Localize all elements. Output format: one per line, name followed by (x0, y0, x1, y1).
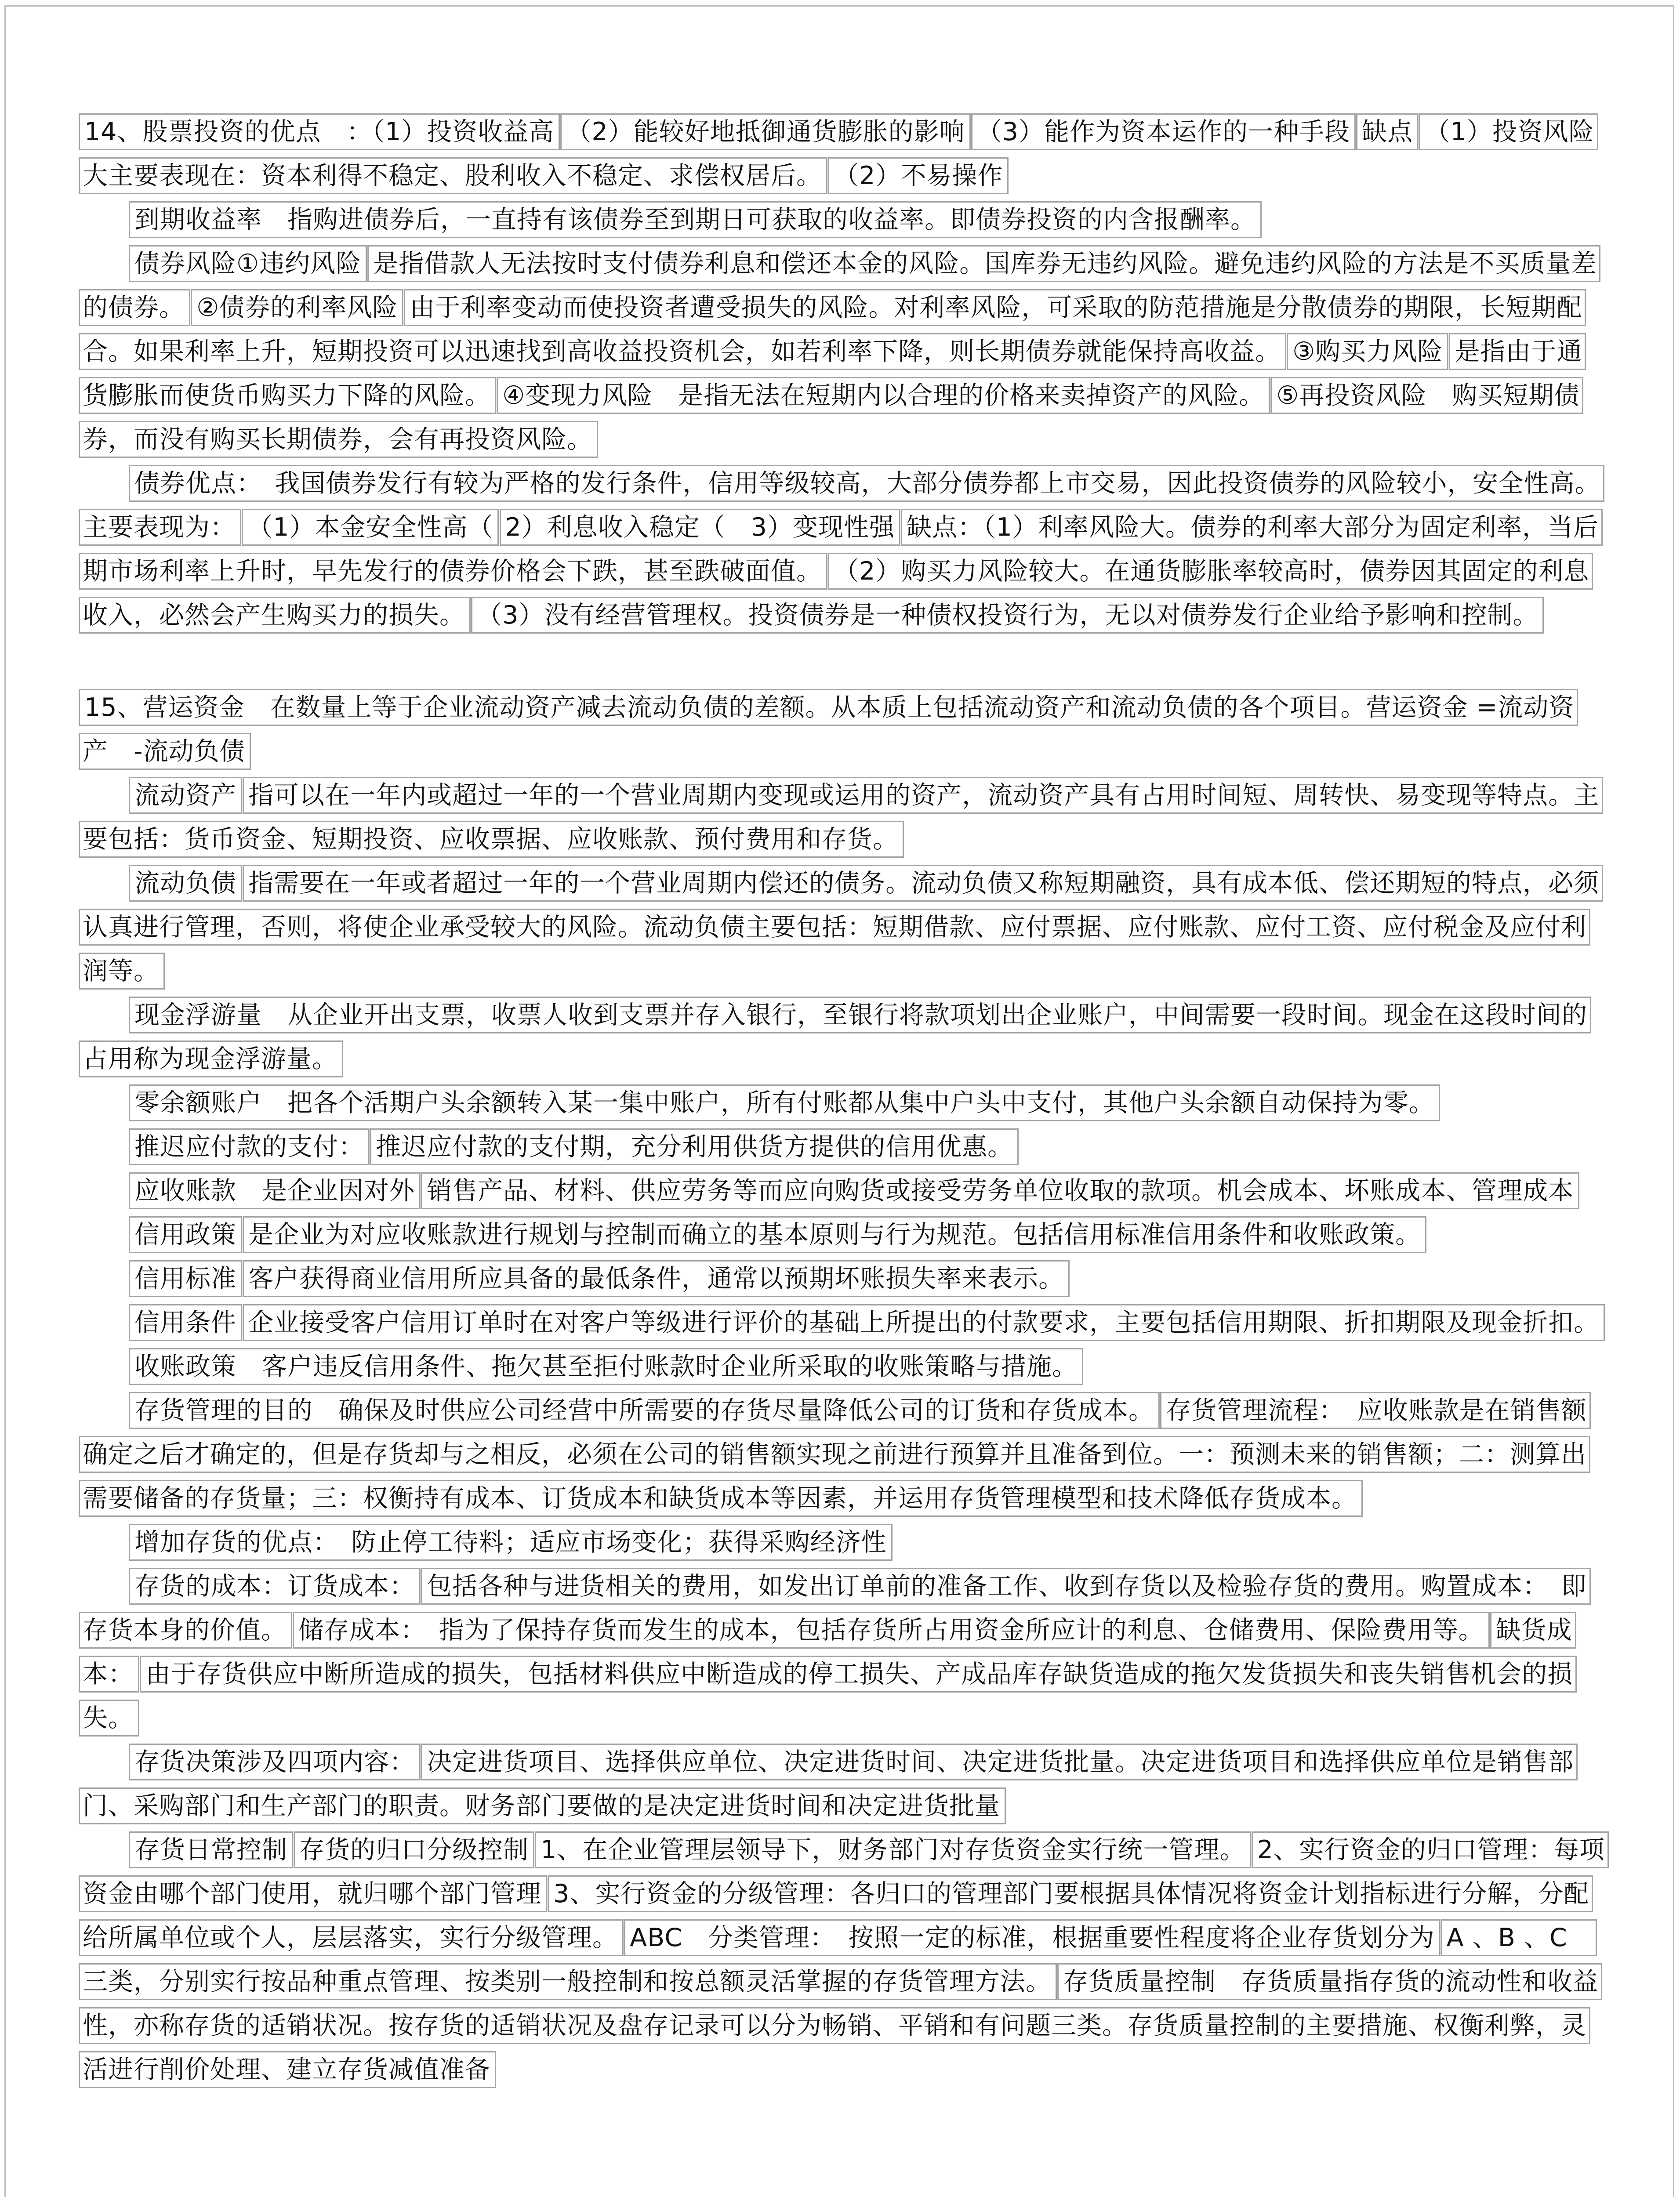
defer-payment-label: 推迟应付款的支付： (133, 1132, 366, 1161)
bond-demerit-interest: 缺点：（1）利率风险大。债券的利率大部分为固定利率，当后期市场利率上升时，早先发行的债券价格会下跌，甚至跌破面值。 (83, 513, 1599, 586)
document-page (4, 5, 1674, 2197)
interest-risk-label: ②债券的利率风险 (195, 293, 399, 322)
holding-cost-text: 储存成本： 指为了保持存货而发生的成本，包括存货所占用资金所应计的利息、仓储费用、保险费用等。 (297, 1616, 1486, 1645)
inventory-decision-text: 决定进货项目、选择供应单位、决定进货时间、决定进货批量。决定进货项目和选择供应单位是销售部门、采购部门和生产部门的职责。财务部门要做的是决定进货时间和决定进货批量 (83, 1747, 1574, 1820)
current-assets-label: 流动资产 (133, 781, 238, 810)
document-body (83, 110, 1607, 2092)
centralized-management-text: 2、实行资金的归口管理：每项资金由哪个部门使用，就归哪个部门管理 (83, 1835, 1605, 1908)
credit-terms-text: 企业接受客户信用订单时在对客户等级进行评价的基础上所提出的付款要求，主要包括信用期限、折扣期限及现金折扣。 (247, 1308, 1601, 1337)
current-assets-text: 指可以在一年内或超过一年的一个营业周期内变现或运用的资产，流动资产具有占用时间短、周转快、易变现等特点。主要包括：货币资金、短期投资、应收票据、应收账款、预付费用和存货。 (83, 781, 1600, 854)
purchasing-power-risk-label: ③购买力风险 (1291, 337, 1444, 366)
bond-risk-paragraph (83, 242, 1607, 461)
working-capital-text: 15、营运资金 在数量上等于企业流动资产减去流动负债的差额。从本质上包括流动资产和流动负债的各个项目。营运资金 =流动资产 -流动负债 (83, 693, 1575, 766)
bond-merit-principal: （1）本金安全性高（ (246, 513, 495, 542)
credit-standard-text: 客户获得商业信用所应具备的最低条件，通常以预期坏账损失率来表示。 (247, 1264, 1066, 1293)
default-risk-label: 债券风险①违约风险 (133, 249, 363, 278)
bond-demerit-purchasing: （2）购买力风险较大。在通货膨胀率较高时，债券因其固定的利息收入，必然会产生购买力的损失。 (83, 557, 1589, 630)
credit-standard-label: 信用标准 (133, 1264, 238, 1293)
stock-merit-inflation: （2）能较好地抵御通货膨胀的影响 (564, 117, 966, 146)
stock-merit-capital: （3）能作为资本运作的一种手段 (975, 117, 1352, 146)
cash-float-paragraph (83, 993, 1607, 1081)
bond-merit-income: 2）利息收入稳定（ 3）变现性强 (504, 513, 897, 542)
bond-merits-paragraph (83, 461, 1607, 637)
inventory-cost-label: 存货的成本：订货成本： (133, 1572, 417, 1601)
receivables-label: 应收账款 是企业因对外 (133, 1176, 417, 1205)
inventory-daily-control-paragraph (83, 1828, 1607, 2092)
inventory-quality-text: 存货质量控制 存货质量指存货的流动性和收益性，亦称存货的适销状况。按存货的适销状况及盘存记录可以分为畅销、平销和有问题三类。存货质量控制的主要措施、权衡利弊，灵活进行削价处理、建立存货减值准备 (83, 1967, 1599, 2084)
yield-to-maturity-paragraph (83, 198, 1607, 242)
credit-policy-label: 信用政策 (133, 1220, 238, 1249)
current-liabilities-label: 流动负债 (133, 869, 238, 898)
zero-balance-paragraph (83, 1081, 1607, 1125)
stock-demerit-operation: （2）不易操作 (832, 161, 1005, 190)
shortage-cost-text: 由于存货供应中断所造成的损失，包括材料供应中断造成的停工损失、产成品库存缺货造成的拖欠发货损失和丧失销售机会的损失。 (83, 1660, 1573, 1733)
credit-policy-text: 是企业为对应收账款进行规划与控制而确立的基本原则与行为规范。包括信用标准信用条件和收账政策。 (247, 1220, 1422, 1249)
inventory-decision-paragraph (83, 1740, 1607, 1828)
receivables-text: 销售产品、材料、供应劳务等而应向购货或接受劳务单位收取的款项。机会成本、坏账成本、管理成本 (425, 1176, 1575, 1205)
stock-demerit-label: 缺点 (1360, 117, 1415, 146)
credit-terms-label: 信用条件 (133, 1308, 238, 1337)
current-liabilities-paragraph (83, 861, 1607, 993)
stock-demerit-risk: （1）投资风险大主要表现在：资本利得不稳定、股利收入不稳定、求偿权居后。 (83, 117, 1594, 190)
classified-control-label: 存货的归口分级控制 (298, 1835, 530, 1864)
credit-standard-paragraph (83, 1257, 1607, 1301)
increase-inventory-text: 增加存货的优点： 防止停工待料；适应市场变化；获得采购经济性 (133, 1528, 889, 1557)
liquidity-risk-text: ④变现力风险 是指无法在短期内以合理的价格来卖掉资产的风险。 (501, 381, 1266, 410)
defer-payment-paragraph (83, 1125, 1607, 1169)
unified-management-text: 1、在企业管理层领导下，财务部门对存货资金实行统一管理。 (539, 1835, 1247, 1864)
working-capital-paragraph (83, 685, 1607, 773)
inventory-cost-paragraph (83, 1564, 1607, 1740)
inventory-decision-label: 存货决策涉及四项内容： (133, 1747, 417, 1776)
increase-inventory-paragraph (83, 1520, 1607, 1564)
yield-to-maturity-text: 到期收益率 指购进债券后，一直持有该债券至到期日可获取的收益率。即债券投资的内含报酬率。 (133, 205, 1258, 234)
ordering-cost-text: 包括各种与进货相关的费用，如发出订单前的准备工作、收到存货以及检验存货的费用。购置成本： 即存货本身的价值。 (83, 1572, 1587, 1645)
graded-management-text: 3、实行资金的分级管理：各归口的管理部门要根据具体情况将资金计划指标进行分解，分配给所属单位或个人，层层落实，实行分级管理。 (83, 1879, 1589, 1952)
current-liabilities-text: 指需要在一年或者超过一年的一个营业周期内偿还的债务。流动负债又称短期融资，具有成本低、偿还期短的特点，必须认真进行管理，否则，将使企业承受较大的风险。流动负债主要包括：短期借款、应付票据、应付账款、应付工资、应付税金及应付利润等。 (83, 869, 1600, 986)
collection-policy-text: 收账政策 客户违反信用条件、拖欠甚至拒付账款时企业所采取的收账策略与措施。 (133, 1352, 1079, 1381)
interest-risk-text: 由于利率变动而使投资者遭受损失的风险。对利率风险，可采取的防范措施是分散债券的期限，长短期配合。如果利率上升，短期投资可以迅速找到高收益投资机会，如若利率下降，则长期债券就能保持高收益。 (83, 293, 1582, 366)
stock-merits-text: 14、股票投资的优点 ：（1）投资收益高 (83, 117, 556, 146)
abc-management-text: ABC 分类管理： 按照一定的标准，根据重要性程度将企业存货划分为 (628, 1923, 1436, 1952)
section-gap (83, 637, 1607, 685)
collection-policy-paragraph (83, 1345, 1607, 1389)
purchasing-power-risk-text: 是指由于通货膨胀而使货币购买力下降的风险。 (83, 337, 1582, 410)
zero-balance-text: 零余额账户 把各个活期户头余额转入某一集中账户，所有付账都从集中户头中支付，其他户头余额自动保持为零。 (133, 1088, 1436, 1117)
stock-investment-paragraph (83, 110, 1607, 198)
current-assets-paragraph (83, 773, 1607, 861)
default-risk-text: 是指借款人无法按时支付债券利息和偿还本金的风险。国库券无违约风险。避免违约风险的方法是不买质量差的债券。 (83, 249, 1597, 322)
receivables-paragraph (83, 1169, 1607, 1213)
shortage-cost-label: 缺货成本： (83, 1616, 1572, 1689)
bond-merits-text: 债券优点： 我国债券发行有较为严格的发行条件，信用等级较高，大部分债券都上市交易，因此投资债券的风险较小，安全性高。主要表现为： (83, 469, 1600, 542)
defer-payment-text: 推迟应付款的支付期，充分利用供货方提供的信用优惠。 (374, 1132, 1015, 1161)
bond-demerit-management: （3）没有经营管理权。投资债券是一种债权投资行为，无以对债券发行企业给予影响和控制。 (475, 601, 1540, 630)
inventory-goal-paragraph (83, 1389, 1607, 1520)
daily-control-label: 存货日常控制 (133, 1835, 289, 1864)
inventory-goal-text: 存货管理的目的 确保及时供应公司经营中所需要的存货尽量降低公司的订货和存货成本。 (133, 1396, 1156, 1425)
credit-terms-paragraph (83, 1301, 1607, 1345)
abc-classes-text: A 、B 、C 三类，分别实行按品种重点管理、按类别一般控制和按总额灵活掌握的存货管理方法。 (83, 1923, 1593, 1996)
cash-float-text: 现金浮游量 从企业开出支票，收票人收到支票并存入银行，至银行将款项划出企业账户，中间需要一段时间。现金在这段时间的占用称为现金浮游量。 (83, 1001, 1587, 1073)
credit-policy-paragraph (83, 1213, 1607, 1257)
inventory-process-text: 存货管理流程： 应收账款是在销售额确定之后才确定的，但是存货却与之相反，必须在公司的销售额实现之前进行预算并且准备到位。一：预测未来的销售额；二：测算出需要储备的存货量；三：权衡持有成本、订货成本和缺货成本等因素，并运用存货管理模型和技术降低存货成本。 (83, 1396, 1587, 1513)
reinvestment-risk-text: ⑤再投资风险 购买短期债券，而没有购买长期债券，会有再投资风险。 (83, 381, 1580, 454)
